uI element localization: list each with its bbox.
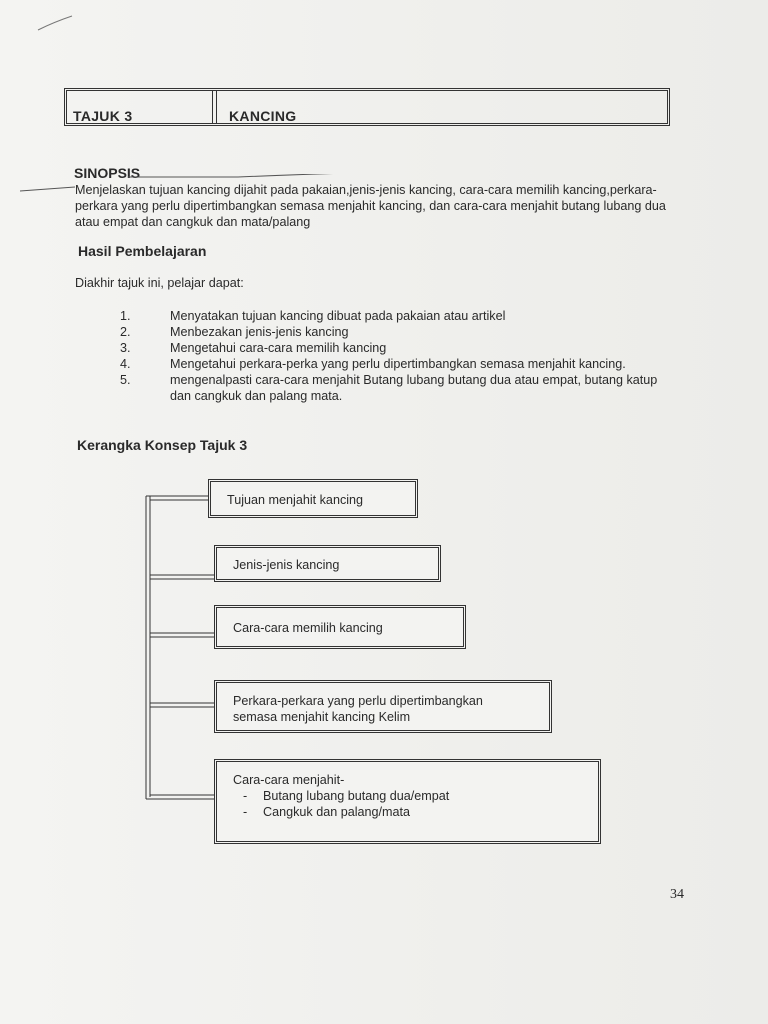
item-number: 5. [120, 373, 131, 387]
item-text: Mengetahui cara-cara memilih kancing [170, 341, 387, 355]
item-number: 2. [120, 325, 131, 339]
subitem-text: Cangkuk dan palang/mata [263, 805, 411, 819]
subitem [243, 804, 449, 820]
concept-subitems [243, 788, 449, 820]
item-text: Menyatakan tujuan kancing dibuat pada pakaian atau artikel [170, 309, 506, 323]
concept-box-text: Cara-cara menjahit- [233, 773, 345, 787]
concept-box-text: Cara-cara memilih kancing [233, 621, 383, 635]
concept-box-text: Tujuan menjahit kancing [227, 493, 364, 507]
item-number: 3. [120, 341, 131, 355]
subitem [243, 788, 449, 804]
synopsis-text: Menjelaskan tujuan kancing dijahit pada pakaian,jenis-jenis kancing, cara-cara memilih kancing,perkara-perkara yang perlu dipertimbangkan semasa menjahit kancing, dan cara-cara menjahit butang lubang dua atau empat dan cangkuk dan mata/palang [75, 183, 666, 229]
concept-box-text-line1: Perkara-perkara yang perlu dipertimbangkan [233, 694, 483, 708]
item-text: Menbezakan jenis-jenis kancing [170, 325, 349, 339]
subitem-dash: - [243, 805, 248, 819]
item-text: Mengetahui perkara-perka yang perlu dipertimbangkan semasa menjahit kancing. [170, 357, 626, 371]
topic-title: KANCING [229, 108, 297, 124]
concept-framework-heading: Kerangka Konsep Tajuk 3 [77, 437, 248, 453]
concept-box-considerations [214, 680, 552, 733]
subitem-text: Butang lubang butang dua/empat [263, 789, 450, 803]
page-number: 34 [670, 887, 684, 902]
item-number: 1. [120, 309, 131, 323]
item-number: 4. [120, 357, 131, 371]
topic-label: TAJUK 3 [73, 108, 133, 124]
concept-box-text: Jenis-jenis kancing [233, 558, 340, 572]
concept-box-purpose [208, 479, 418, 518]
learning-intro: Diakhir tajuk ini, pelajar dapat: [75, 276, 244, 290]
concept-box-types [214, 545, 441, 582]
concept-box-sewing-methods [214, 759, 601, 844]
concept-box-text-line2: semasa menjahit kancing Kelim [233, 710, 411, 724]
subitem-dash: - [243, 789, 248, 803]
learning-outcomes-heading: Hasil Pembelajaran [78, 243, 207, 259]
synopsis-heading: SINOPSIS [74, 165, 141, 181]
item-text: mengenalpasti cara-cara menjahit Butang lubang butang dua atau empat, butang katup dan cangkuk dan palang mata. [170, 373, 658, 403]
concept-box-selection [214, 605, 466, 649]
